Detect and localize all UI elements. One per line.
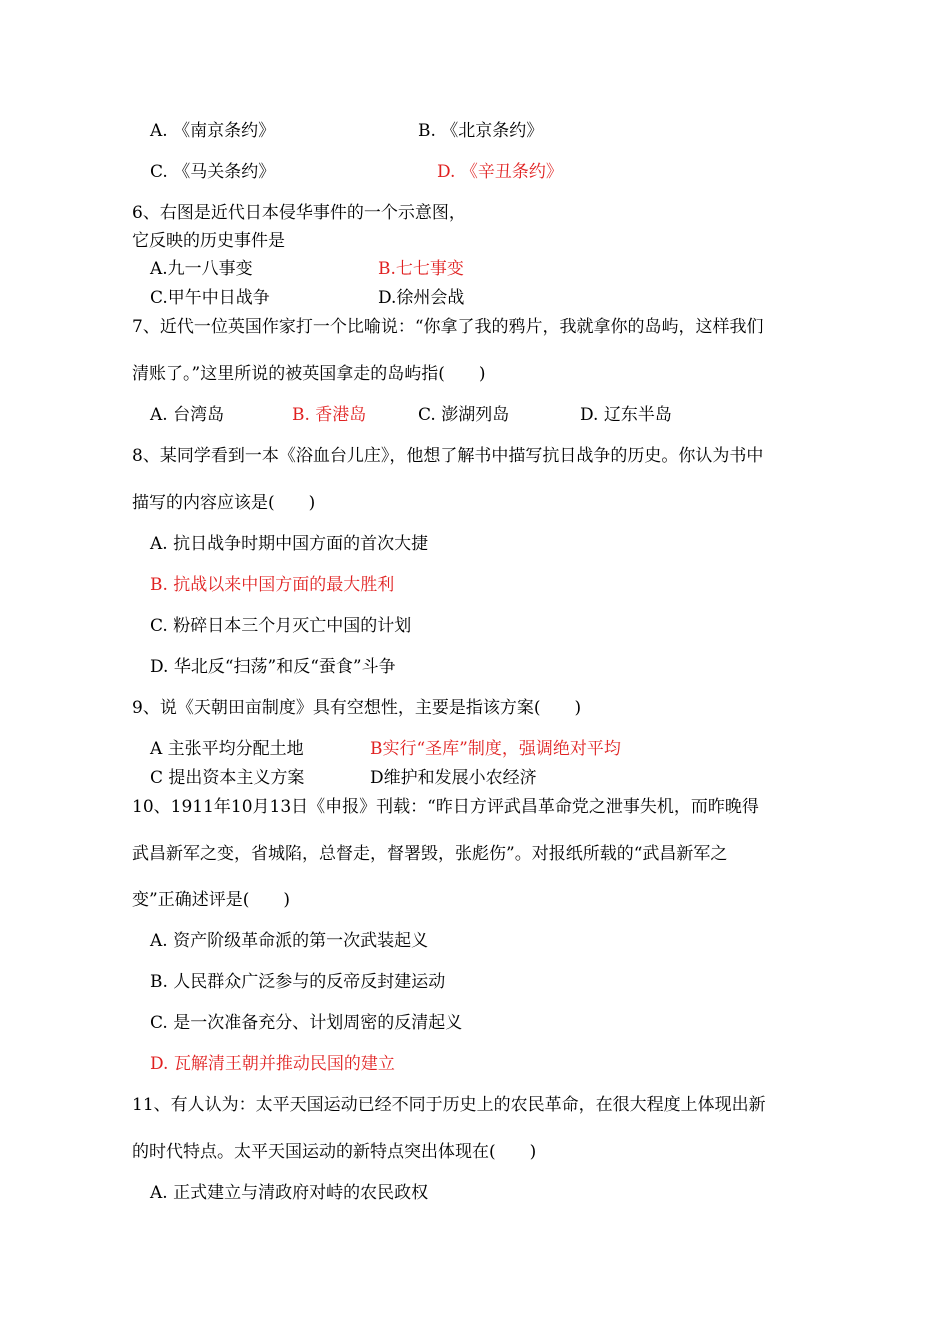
q8-option-b-answer: B. 抗战以来中国方面的最大胜利 <box>150 575 395 595</box>
q9-stem-line1: 9、说《天朝田亩制度》具有空想性，主要是指该方案( ) <box>132 698 582 718</box>
q6-option-a: A.九一八事变 <box>150 259 253 279</box>
q8-stem-line1: 8、某同学看到一本《浴血台儿庄》，他想了解书中描写抗日战争的历史。你认为书中 <box>132 446 764 466</box>
q9-option-c: C 提出资本主义方案 <box>150 768 305 788</box>
q8-option-c: C. 粉碎日本三个月灭亡中国的计划 <box>150 616 412 636</box>
q10-stem-line3: 变”正确述评是( ) <box>132 890 290 910</box>
q10-option-d-answer: D. 瓦解清王朝并推动民国的建立 <box>150 1054 395 1074</box>
q11-stem-line1: 11、有人认为：太平天国运动已经不同于历史上的农民革命，在很大程度上体现出新 <box>132 1095 766 1115</box>
q7-option-b-answer: B. 香港岛 <box>292 405 367 425</box>
q9-option-d: D维护和发展小农经济 <box>370 768 537 788</box>
q7-stem-line2: 清账了。”这里所说的被英国拿走的岛屿指( ) <box>132 364 486 384</box>
q6-option-d: D.徐州会战 <box>378 288 465 308</box>
q7-option-d: D. 辽东半岛 <box>580 405 672 425</box>
q8-option-a: A. 抗日战争时期中国方面的首次大捷 <box>150 534 429 554</box>
q9-option-a: A 主张平均分配土地 <box>150 739 304 759</box>
q7-option-c: C. 澎湖列岛 <box>418 405 510 425</box>
q6-option-b-answer: B.七七事变 <box>378 259 464 279</box>
q5-option-c: C. 《马关条约》 <box>150 162 276 182</box>
q5-option-b: B. 《北京条约》 <box>418 121 544 141</box>
q6-stem-line2: 它反映的历史事件是 <box>132 231 285 251</box>
q8-stem-line2: 描写的内容应该是( ) <box>132 493 316 513</box>
q5-option-a: A. 《南京条约》 <box>150 121 276 141</box>
q9-option-b-answer: B实行“圣库”制度，强调绝对平均 <box>370 739 621 759</box>
q6-option-c: C.甲午中日战争 <box>150 288 270 308</box>
q11-option-a: A. 正式建立与清政府对峙的农民政权 <box>150 1183 429 1203</box>
q6-stem-line1: 6、右图是近代日本侵华事件的一个示意图， <box>132 203 466 223</box>
q10-option-c: C. 是一次准备充分、计划周密的反清起义 <box>150 1013 463 1033</box>
q10-stem-line1: 10、1911年10月13日《申报》刊载：“昨日方评武昌革命党之泄事失机，而昨晚得 <box>132 797 759 817</box>
q11-stem-line2: 的时代特点。太平天国运动的新特点突出体现在( ) <box>132 1142 537 1162</box>
q10-option-b: B. 人民群众广泛参与的反帝反封建运动 <box>150 972 446 992</box>
q8-option-d: D. 华北反“扫荡”和反“蚕食”斗争 <box>150 657 396 677</box>
q7-option-a: A. 台湾岛 <box>150 405 225 425</box>
q10-option-a: A. 资产阶级革命派的第一次武装起义 <box>150 931 429 951</box>
q10-stem-line2: 武昌新军之变，省城陷，总督走，督署毁，张彪伤”。对报纸所载的“武昌新军之 <box>132 844 728 864</box>
q5-option-d-answer: D. 《辛丑条约》 <box>437 162 563 182</box>
q7-stem-line1: 7、近代一位英国作家打一个比喻说：“你拿了我的鸦片，我就拿你的岛屿，这样我们 <box>132 317 764 337</box>
